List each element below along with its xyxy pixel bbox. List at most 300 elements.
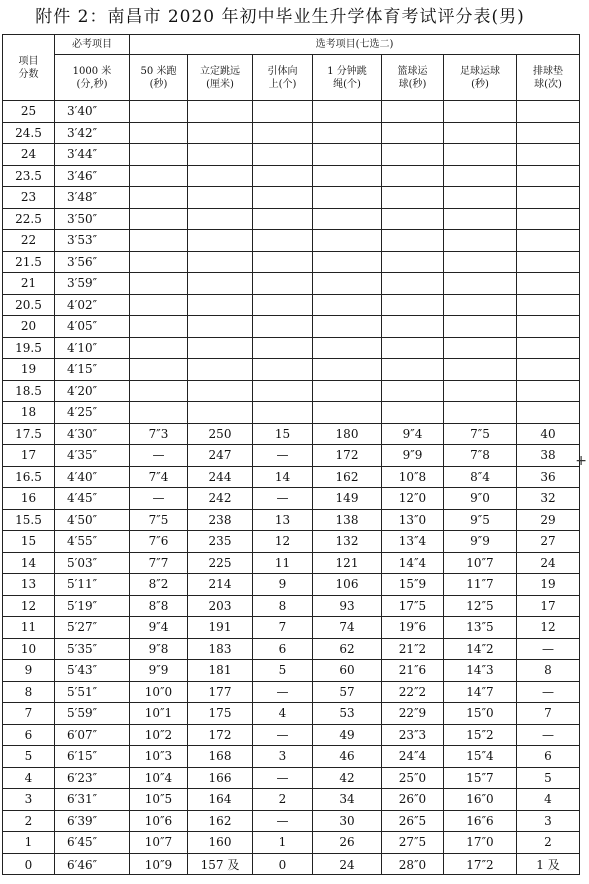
cell-score: 0 (3, 853, 55, 875)
cell-volleyball: 1 及 (517, 853, 580, 875)
cell-50m (130, 187, 188, 209)
cell-standing-jump: 160 (188, 832, 253, 854)
table-row (3, 767, 580, 789)
cell-pullup: 15 (253, 423, 313, 445)
cell-50m: 9″4 (130, 617, 188, 639)
cell-football: 10″7 (444, 552, 517, 574)
cell-football (444, 380, 517, 402)
cell-basketball (382, 273, 444, 295)
cell-standing-jump (188, 101, 253, 123)
cell-rope-skip: 162 (313, 466, 382, 488)
cell-pullup: — (253, 810, 313, 832)
cell-basketball: 22″9 (382, 703, 444, 725)
cell-standing-jump: 166 (188, 767, 253, 789)
cell-basketball: 21″2 (382, 638, 444, 660)
table-row (3, 316, 580, 338)
table-row (3, 617, 580, 639)
table-row (3, 789, 580, 811)
cell-football: 17″0 (444, 832, 517, 854)
cell-1000m: 3′56″ (55, 251, 130, 273)
table-row (3, 144, 580, 166)
cell-volleyball: 3 (517, 810, 580, 832)
cell-rope-skip (313, 273, 382, 295)
cell-football: 9″9 (444, 531, 517, 553)
cell-pullup: — (253, 488, 313, 510)
cell-1000m: 5′43″ (55, 660, 130, 682)
cell-pullup: 6 (253, 638, 313, 660)
cell-1000m: 4′05″ (55, 316, 130, 338)
cell-rope-skip: 121 (313, 552, 382, 574)
cell-score: 18 (3, 402, 55, 424)
cell-football: 14″7 (444, 681, 517, 703)
cell-50m (130, 122, 188, 144)
cell-football (444, 316, 517, 338)
header-1000m: 1000 米 (分,秒) (55, 55, 130, 101)
cell-rope-skip: 74 (313, 617, 382, 639)
cell-rope-skip (313, 230, 382, 252)
cell-pullup: 5 (253, 660, 313, 682)
cell-volleyball: 4 (517, 789, 580, 811)
cell-standing-jump (188, 144, 253, 166)
cell-football (444, 294, 517, 316)
cell-volleyball: 36 (517, 466, 580, 488)
cell-1000m: 3′42″ (55, 122, 130, 144)
cell-rope-skip (313, 294, 382, 316)
cell-score: 19 (3, 359, 55, 381)
cell-pullup: — (253, 445, 313, 467)
cell-basketball: 13″0 (382, 509, 444, 531)
table-row (3, 703, 580, 725)
cell-1000m: 6′15″ (55, 746, 130, 768)
cell-basketball (382, 187, 444, 209)
cell-1000m: 6′23″ (55, 767, 130, 789)
cell-volleyball: 29 (517, 509, 580, 531)
cell-football (444, 251, 517, 273)
cell-rope-skip (313, 101, 382, 123)
cell-pullup (253, 165, 313, 187)
cell-football: 9″5 (444, 509, 517, 531)
cell-standing-jump: 162 (188, 810, 253, 832)
cell-50m: 10″2 (130, 724, 188, 746)
cell-basketball (382, 251, 444, 273)
cell-1000m: 4′55″ (55, 531, 130, 553)
cell-50m: 10″4 (130, 767, 188, 789)
cell-score: 8 (3, 681, 55, 703)
header-elective-group: 选考项目(七选二) (130, 35, 580, 55)
cell-1000m: 6′46″ (55, 853, 130, 875)
cell-standing-jump (188, 316, 253, 338)
table-row (3, 187, 580, 209)
cell-basketball: 19″6 (382, 617, 444, 639)
cell-score: 10 (3, 638, 55, 660)
cell-volleyball (517, 144, 580, 166)
cell-1000m: 5′59″ (55, 703, 130, 725)
cell-pullup (253, 402, 313, 424)
cell-1000m: 3′59″ (55, 273, 130, 295)
cell-50m: 8″2 (130, 574, 188, 596)
cell-rope-skip (313, 122, 382, 144)
table-row (3, 574, 580, 596)
document-title: 附件 2：南昌市 2020 年初中毕业生升学体育考试评分表(男) (35, 7, 525, 27)
cell-rope-skip: 42 (313, 767, 382, 789)
cell-score: 24 (3, 144, 55, 166)
cell-1000m: 4′15″ (55, 359, 130, 381)
cell-volleyball: 7 (517, 703, 580, 725)
cell-football: 12″5 (444, 595, 517, 617)
cell-football (444, 165, 517, 187)
table-row (3, 660, 580, 682)
table-row (3, 746, 580, 768)
cell-volleyball (517, 273, 580, 295)
table-row (3, 359, 580, 381)
cell-1000m: 4′20″ (55, 380, 130, 402)
cell-50m: — (130, 445, 188, 467)
cell-volleyball (517, 230, 580, 252)
cell-1000m: 5′27″ (55, 617, 130, 639)
cell-basketball: 22″2 (382, 681, 444, 703)
cell-rope-skip: 53 (313, 703, 382, 725)
table-row (3, 638, 580, 660)
cell-1000m: 3′44″ (55, 144, 130, 166)
cell-1000m: 3′50″ (55, 208, 130, 230)
cell-score: 17 (3, 445, 55, 467)
cell-volleyball (517, 251, 580, 273)
cell-50m: 7″6 (130, 531, 188, 553)
cell-1000m: 6′31″ (55, 789, 130, 811)
cell-pullup: 14 (253, 466, 313, 488)
cell-volleyball: — (517, 681, 580, 703)
cell-pullup: 13 (253, 509, 313, 531)
cell-50m: 10″3 (130, 746, 188, 768)
cell-50m: 10″0 (130, 681, 188, 703)
cell-volleyball (517, 380, 580, 402)
cell-score: 21 (3, 273, 55, 295)
cell-standing-jump: 172 (188, 724, 253, 746)
cell-football: 17″2 (444, 853, 517, 875)
cell-score: 4 (3, 767, 55, 789)
table-row (3, 724, 580, 746)
cell-50m (130, 316, 188, 338)
cell-rope-skip (313, 165, 382, 187)
cell-football (444, 337, 517, 359)
cell-rope-skip: 60 (313, 660, 382, 682)
cell-1000m: 4′25″ (55, 402, 130, 424)
cell-volleyball: 27 (517, 531, 580, 553)
cell-score: 18.5 (3, 380, 55, 402)
cell-1000m: 4′45″ (55, 488, 130, 510)
cell-standing-jump: 183 (188, 638, 253, 660)
header-score: 项目 分数 (3, 35, 55, 101)
cell-standing-jump (188, 208, 253, 230)
cell-standing-jump: 164 (188, 789, 253, 811)
score-table (2, 34, 580, 875)
cell-score: 21.5 (3, 251, 55, 273)
cell-standing-jump (188, 273, 253, 295)
cell-score: 14 (3, 552, 55, 574)
cell-volleyball (517, 122, 580, 144)
cell-score: 12 (3, 595, 55, 617)
cell-basketball: 9″4 (382, 423, 444, 445)
cell-basketball (382, 165, 444, 187)
cell-standing-jump (188, 187, 253, 209)
cell-volleyball (517, 187, 580, 209)
cell-pullup (253, 359, 313, 381)
cell-rope-skip: 93 (313, 595, 382, 617)
cell-pullup: 7 (253, 617, 313, 639)
cell-pullup (253, 187, 313, 209)
cell-basketball: 26″0 (382, 789, 444, 811)
cell-50m: 10″6 (130, 810, 188, 832)
table-row (3, 423, 580, 445)
cell-volleyball: 17 (517, 595, 580, 617)
table-row (3, 208, 580, 230)
cell-rope-skip (313, 402, 382, 424)
cell-rope-skip: 138 (313, 509, 382, 531)
cell-pullup: — (253, 767, 313, 789)
header-standing-jump: 立定跳远 (厘米) (188, 55, 253, 101)
cell-50m (130, 208, 188, 230)
cell-50m (130, 380, 188, 402)
cell-basketball (382, 144, 444, 166)
cell-1000m: 3′46″ (55, 165, 130, 187)
cell-score: 25 (3, 101, 55, 123)
cell-standing-jump: 175 (188, 703, 253, 725)
cell-basketball: 25″0 (382, 767, 444, 789)
cell-basketball: 27″5 (382, 832, 444, 854)
cell-standing-jump (188, 380, 253, 402)
cell-volleyball: 24 (517, 552, 580, 574)
cell-standing-jump (188, 230, 253, 252)
cell-rope-skip (313, 359, 382, 381)
cell-standing-jump: 250 (188, 423, 253, 445)
cell-rope-skip (313, 380, 382, 402)
cell-score: 23.5 (3, 165, 55, 187)
cell-rope-skip: 57 (313, 681, 382, 703)
cell-50m: 7″7 (130, 552, 188, 574)
cell-volleyball: 38 (517, 445, 580, 467)
cell-football: 16″0 (444, 789, 517, 811)
cell-basketball (382, 316, 444, 338)
cell-1000m: 5′51″ (55, 681, 130, 703)
table-row (3, 251, 580, 273)
cell-basketball (382, 337, 444, 359)
header-volleyball: 排球垫 球(次) (517, 55, 580, 101)
cell-rope-skip: 149 (313, 488, 382, 510)
cell-football: 16″6 (444, 810, 517, 832)
cell-50m: 9″8 (130, 638, 188, 660)
cell-football: 7″5 (444, 423, 517, 445)
cell-50m: 7″4 (130, 466, 188, 488)
cell-pullup (253, 230, 313, 252)
cell-pullup: 1 (253, 832, 313, 854)
cell-volleyball (517, 316, 580, 338)
table-row (3, 294, 580, 316)
cell-50m (130, 359, 188, 381)
cell-50m (130, 230, 188, 252)
cell-50m: 9″9 (130, 660, 188, 682)
cell-basketball: 26″5 (382, 810, 444, 832)
cell-1000m: 5′19″ (55, 595, 130, 617)
cell-pullup (253, 316, 313, 338)
cell-1000m: 6′45″ (55, 832, 130, 854)
cell-basketball: 21″6 (382, 660, 444, 682)
cell-score: 15 (3, 531, 55, 553)
cell-pullup (253, 294, 313, 316)
cell-basketball: 17″5 (382, 595, 444, 617)
cell-1000m: 4′35″ (55, 445, 130, 467)
cell-football: 8″4 (444, 466, 517, 488)
cell-standing-jump: 181 (188, 660, 253, 682)
cell-score: 13 (3, 574, 55, 596)
cell-volleyball (517, 101, 580, 123)
cell-rope-skip: 49 (313, 724, 382, 746)
table-row (3, 810, 580, 832)
cell-football (444, 208, 517, 230)
cell-standing-jump: 235 (188, 531, 253, 553)
cell-50m (130, 402, 188, 424)
cell-football: 15″4 (444, 746, 517, 768)
cell-football: 15″7 (444, 767, 517, 789)
table-row (3, 273, 580, 295)
cell-50m: 8″8 (130, 595, 188, 617)
cell-pullup: 2 (253, 789, 313, 811)
cell-basketball: 14″4 (382, 552, 444, 574)
cell-50m (130, 251, 188, 273)
cell-football: 14″3 (444, 660, 517, 682)
cell-rope-skip: 172 (313, 445, 382, 467)
cell-standing-jump: 214 (188, 574, 253, 596)
cell-score: 24.5 (3, 122, 55, 144)
cell-basketball: 23″3 (382, 724, 444, 746)
cell-volleyball: 2 (517, 832, 580, 854)
cell-50m: 7″5 (130, 509, 188, 531)
cell-1000m: 5′11″ (55, 574, 130, 596)
cell-standing-jump (188, 165, 253, 187)
cell-basketball (382, 359, 444, 381)
cell-pullup: — (253, 681, 313, 703)
cell-volleyball: 32 (517, 488, 580, 510)
cell-volleyball: 19 (517, 574, 580, 596)
cell-pullup (253, 101, 313, 123)
cell-volleyball: 5 (517, 767, 580, 789)
cell-50m: 7″3 (130, 423, 188, 445)
cell-50m (130, 144, 188, 166)
cell-volleyball (517, 337, 580, 359)
table-row (3, 122, 580, 144)
cell-pullup: 3 (253, 746, 313, 768)
cell-standing-jump (188, 251, 253, 273)
table-row (3, 552, 580, 574)
cell-1000m: 6′07″ (55, 724, 130, 746)
cell-football (444, 402, 517, 424)
cell-basketball: 9″9 (382, 445, 444, 467)
cell-score: 22 (3, 230, 55, 252)
cell-basketball (382, 208, 444, 230)
cell-score: 11 (3, 617, 55, 639)
cell-rope-skip: 34 (313, 789, 382, 811)
cell-basketball (382, 101, 444, 123)
cell-pullup: 12 (253, 531, 313, 553)
cell-score: 6 (3, 724, 55, 746)
cell-1000m: 4′10″ (55, 337, 130, 359)
cell-rope-skip: 132 (313, 531, 382, 553)
table-row (3, 488, 580, 510)
cell-score: 20 (3, 316, 55, 338)
cell-standing-jump: 168 (188, 746, 253, 768)
cell-1000m: 3′53″ (55, 230, 130, 252)
cell-standing-jump (188, 294, 253, 316)
cell-1000m: 3′48″ (55, 187, 130, 209)
cell-football: 13″5 (444, 617, 517, 639)
cell-football (444, 144, 517, 166)
header-pullup: 引体向 上(个) (253, 55, 313, 101)
header-50m: 50 米跑 (秒) (130, 55, 188, 101)
cell-volleyball (517, 165, 580, 187)
cell-pullup: 4 (253, 703, 313, 725)
cell-pullup (253, 208, 313, 230)
plus-icon[interactable]: + (575, 453, 587, 469)
table-row (3, 230, 580, 252)
cell-rope-skip (313, 208, 382, 230)
cell-score: 3 (3, 789, 55, 811)
cell-pullup: 0 (253, 853, 313, 875)
cell-standing-jump (188, 359, 253, 381)
table-row (3, 681, 580, 703)
cell-football: 9″0 (444, 488, 517, 510)
header-rope-skip: 1 分钟跳 绳(个) (313, 55, 382, 101)
cell-basketball (382, 230, 444, 252)
cell-volleyball: 6 (517, 746, 580, 768)
cell-rope-skip: 62 (313, 638, 382, 660)
table-row (3, 445, 580, 467)
cell-50m (130, 101, 188, 123)
cell-basketball (382, 122, 444, 144)
cell-basketball (382, 294, 444, 316)
cell-football (444, 122, 517, 144)
cell-score: 22.5 (3, 208, 55, 230)
cell-50m: 10″5 (130, 789, 188, 811)
cell-basketball (382, 402, 444, 424)
cell-rope-skip (313, 316, 382, 338)
cell-50m (130, 273, 188, 295)
cell-basketball: 13″4 (382, 531, 444, 553)
cell-1000m: 4′50″ (55, 509, 130, 531)
cell-rope-skip: 24 (313, 853, 382, 875)
cell-football (444, 101, 517, 123)
cell-50m: 10″9 (130, 853, 188, 875)
cell-standing-jump: 225 (188, 552, 253, 574)
cell-score: 16 (3, 488, 55, 510)
cell-standing-jump: 191 (188, 617, 253, 639)
cell-volleyball: 40 (517, 423, 580, 445)
cell-rope-skip (313, 251, 382, 273)
cell-pullup (253, 122, 313, 144)
table-row (3, 402, 580, 424)
cell-standing-jump: 203 (188, 595, 253, 617)
cell-volleyball (517, 402, 580, 424)
cell-score: 9 (3, 660, 55, 682)
cell-pullup: 8 (253, 595, 313, 617)
cell-football (444, 359, 517, 381)
cell-pullup: — (253, 724, 313, 746)
cell-rope-skip (313, 187, 382, 209)
cell-50m (130, 337, 188, 359)
cell-1000m: 4′40″ (55, 466, 130, 488)
cell-50m (130, 165, 188, 187)
cell-pullup: 9 (253, 574, 313, 596)
cell-1000m: 4′30″ (55, 423, 130, 445)
cell-standing-jump: 157 及 (188, 853, 253, 875)
